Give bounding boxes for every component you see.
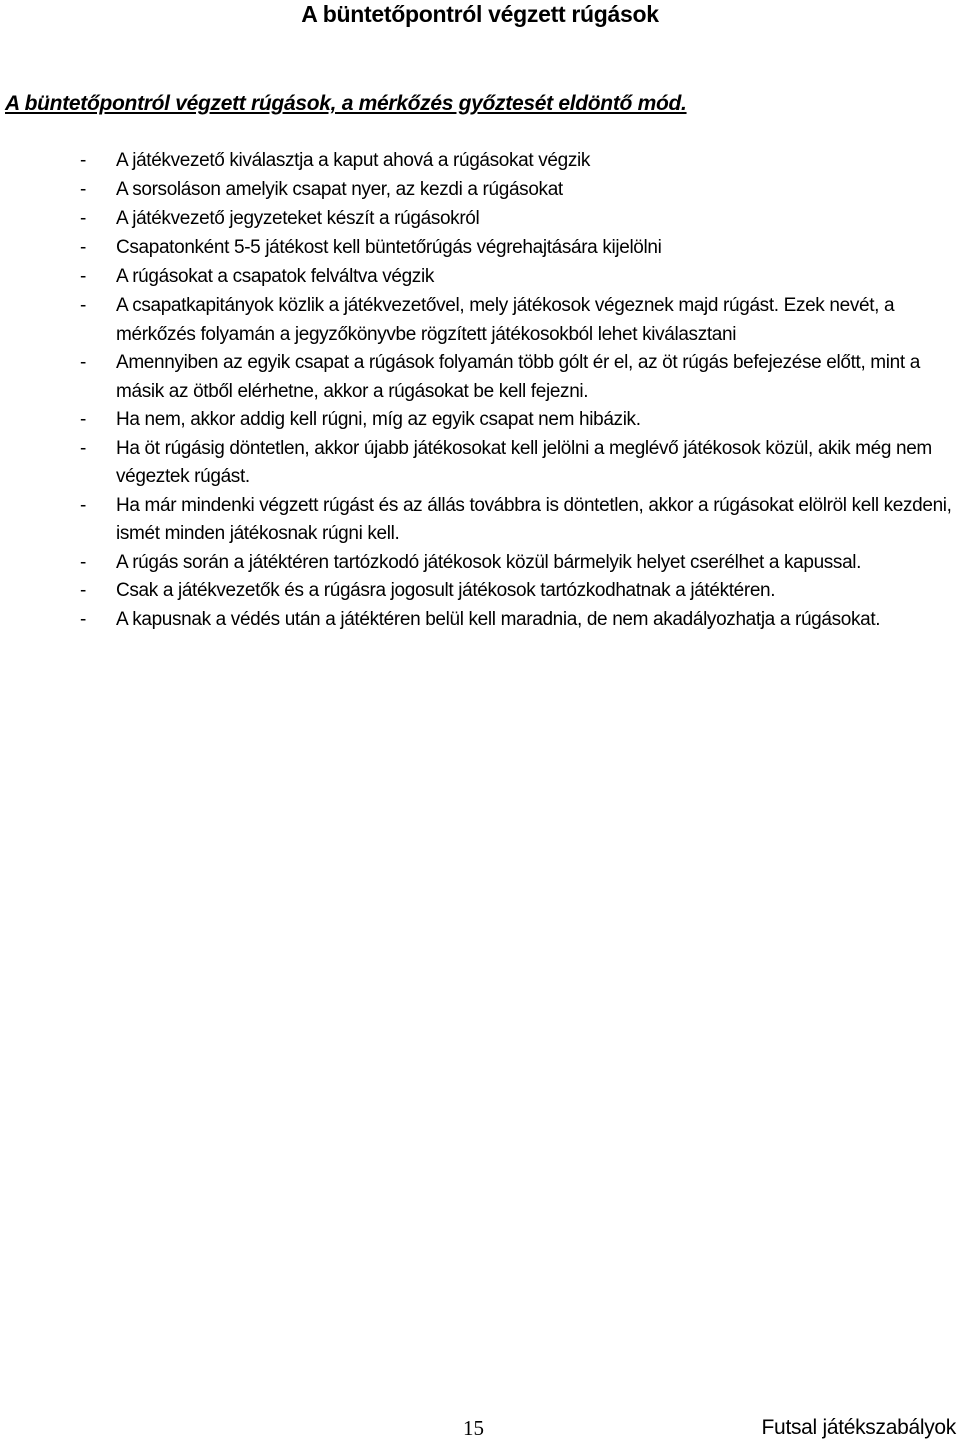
rule-item-8: - Ha nem, akkor addig kell rúgni, míg az egyik csapat nem hibázik. [0,406,960,435]
rule-item-10: - Ha már mindenki végzett rúgást és az állás továbbra is döntetlen, akkor a rúgásokat elölröl kell kezdeni, ismét minden játékosnak rúgni kell. [0,492,960,549]
rule-item-6: - A csapatkapitányok közlik a játékvezetővel, mely játékosok végeznek majd rúgást. Ezek nevét, a mérkőzés folyamán a jegyzőkönyvbe rögzített játékosokból lehet kiválasztani [0,291,960,349]
rule-item-12: - Csak a játékvezetők és a rúgásra jogosult játékosok tartózkodhatnak a játéktéren. [0,577,960,606]
page-title: A büntetőpontról végzett rúgások [301,1,659,27]
rule-item-9: - Ha öt rúgásig döntetlen, akkor újabb játékosokat kell jelölni a meglévő játékosok közül, akik még nem végeztek rúgást. [0,435,960,492]
page-number: 15 [463,1416,484,1440]
rule-item-4: - Csapatonként 5-5 játékost kell büntetőrúgás végrehajtására kijelölni [0,233,960,262]
rule-item-11: - A rúgás során a játéktéren tartózkodó játékosok közül bármelyik helyet cserélhet a kapussal. [0,549,960,578]
section-subtitle: A büntetőpontról végzett rúgások, a mérkőzés győztesét eldöntő mód. [5,92,687,115]
rule-item-7: - Amennyiben az egyik csapat a rúgások folyamán több gólt ér el, az öt rúgás befejezése előtt, mint a másik az ötből elérhetne, akkor a rúgásokat be kell fejezni. [0,349,960,406]
rule-item-5: - A rúgásokat a csapatok felváltva végzik [0,262,960,291]
rule-item-1: - A játékvezető kiválasztja a kaput ahová a rúgásokat végzik [0,146,960,175]
footer-book-title: Futsal játékszabályok [761,1416,956,1439]
rule-item-13: - A kapusnak a védés után a játéktéren belül kell maradnia, de nem akadályozhatja a rúgásokat. [0,606,960,635]
rules-list [0,146,960,634]
rule-item-3: - A játékvezető jegyzeteket készít a rúgásokról [0,204,960,233]
rule-item-2: - A sorsoláson amelyik csapat nyer, az kezdi a rúgásokat [0,175,960,204]
